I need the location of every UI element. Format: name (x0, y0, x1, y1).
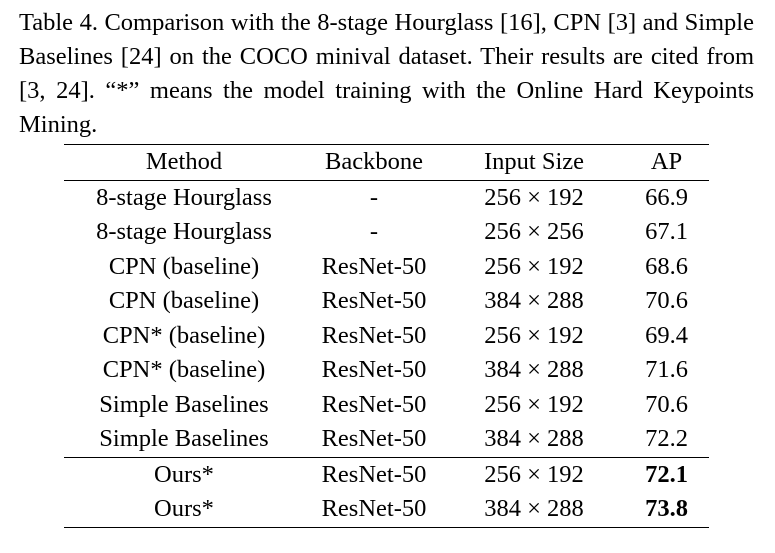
cell-input-size: 256 × 192 (484, 252, 584, 280)
cell-ap: 70.6 (645, 287, 688, 315)
cell-backbone: ResNet-50 (321, 356, 427, 384)
cell-input-size: 256 × 192 (484, 460, 584, 488)
cell-input-size: 256 × 192 (484, 183, 584, 211)
table-row (64, 284, 709, 319)
cell-input-size: 384 × 288 (484, 495, 584, 523)
cell-method: CPN* (baseline) (102, 321, 266, 349)
header-ap: AP (650, 148, 683, 176)
cell-backbone: ResNet-50 (321, 460, 427, 488)
cell-method: Simple Baselines (99, 390, 269, 418)
cell-input-size: 384 × 288 (484, 287, 584, 315)
header-backbone: Backbone (325, 148, 423, 176)
table-header-row (64, 145, 709, 181)
cell-method: Simple Baselines (99, 425, 269, 453)
cell-backbone: ResNet-50 (321, 252, 427, 280)
cell-backbone: ResNet-50 (321, 495, 427, 523)
cell-ap: 67.1 (645, 218, 688, 246)
table-row (64, 180, 709, 215)
cell-method: 8-stage Hourglass (96, 183, 272, 211)
table-caption: Table 4. Comparison with the 8-stage Hourglass [16], CPN [3] and Simple Baselines [24] on the COCO minival dataset. Their results are cited from [3, 24]. “*” means the model training with the Online Hard Keypoints Mining. (19, 9, 754, 138)
cell-ap: 72.2 (645, 425, 688, 453)
ours-rows (64, 457, 709, 527)
table-row-ours (64, 492, 709, 527)
cell-ap: 70.6 (645, 390, 688, 418)
cell-method: CPN (baseline) (108, 287, 260, 315)
cell-backbone: ResNet-50 (321, 390, 427, 418)
cell-backbone: ResNet-50 (321, 425, 427, 453)
cell-method: CPN (baseline) (108, 252, 260, 280)
cell-ap-best: 73.8 (645, 495, 688, 523)
cell-backbone: - (369, 218, 379, 246)
cell-backbone: ResNet-50 (321, 287, 427, 315)
cell-backbone: ResNet-50 (321, 321, 427, 349)
table-row (64, 353, 709, 388)
cell-method: Ours* (154, 460, 214, 488)
cell-ap: 66.9 (645, 183, 688, 211)
cell-ap-best: 72.1 (645, 460, 688, 488)
table-row (64, 250, 709, 285)
results-table (64, 144, 709, 528)
cell-ap: 69.4 (645, 321, 688, 349)
cell-ap: 68.6 (645, 252, 688, 280)
cell-method: CPN* (baseline) (102, 356, 266, 384)
cell-input-size: 256 × 192 (484, 321, 584, 349)
cell-input-size: 256 × 192 (484, 390, 584, 418)
table-row (64, 388, 709, 423)
cell-input-size: 256 × 256 (484, 218, 584, 246)
cell-method: Ours* (154, 495, 214, 523)
cell-ap: 71.6 (645, 356, 688, 384)
cell-backbone: - (369, 183, 379, 211)
header-method: Method (145, 148, 223, 176)
table-row (64, 319, 709, 354)
table-row (64, 422, 709, 457)
table-row (64, 215, 709, 250)
baseline-rows (64, 180, 709, 457)
cell-input-size: 384 × 288 (484, 425, 584, 453)
cell-method: 8-stage Hourglass (96, 218, 272, 246)
table-row-ours (64, 457, 709, 492)
cell-input-size: 384 × 288 (484, 356, 584, 384)
header-input-size: Input Size (483, 148, 585, 176)
